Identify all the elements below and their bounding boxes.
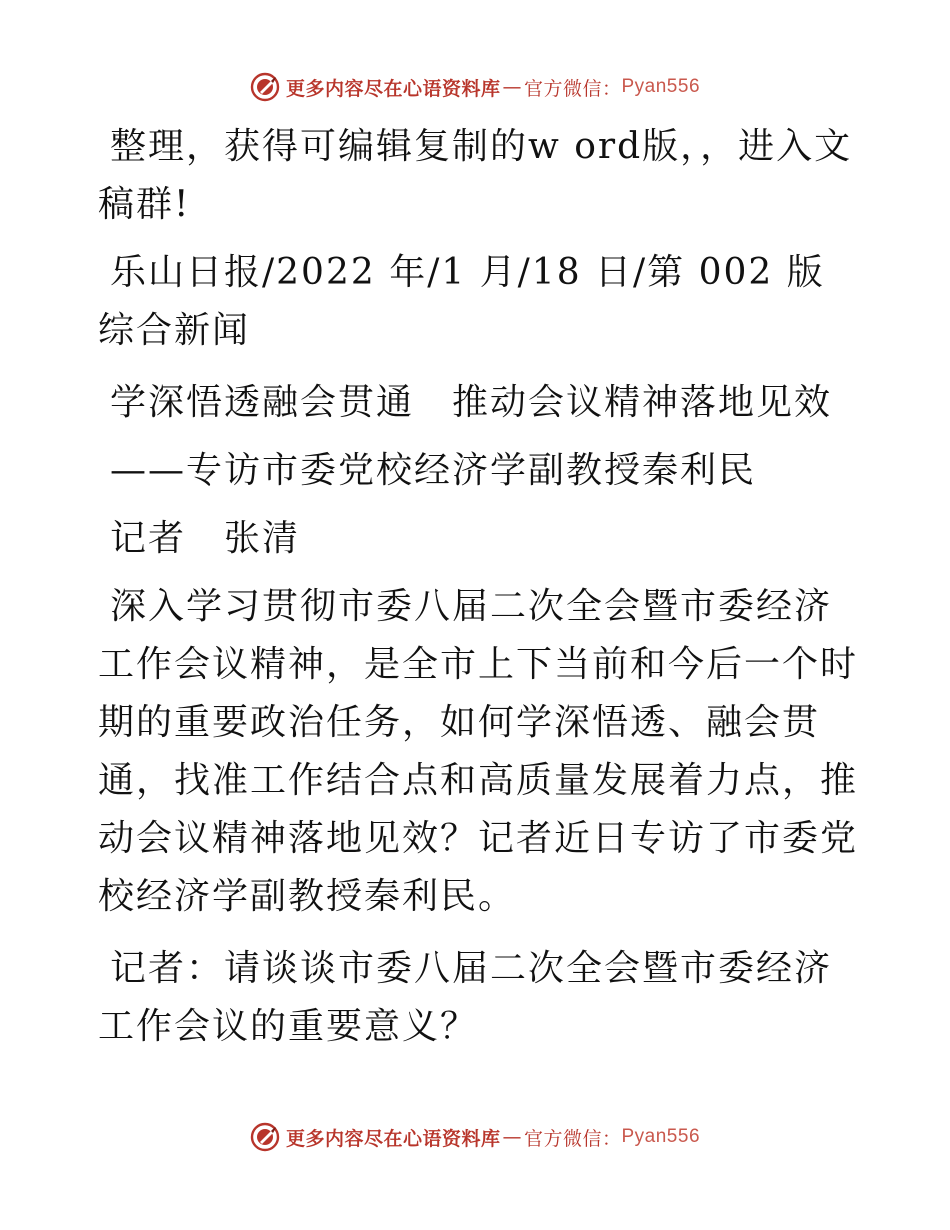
brand-logo-icon <box>250 1122 280 1152</box>
banner-dash: — <box>502 1126 522 1148</box>
header-watermark <box>0 72 950 102</box>
banner-dash: — <box>502 76 522 98</box>
lead-paragraph: 深入学习贯彻市委八届二次全会暨市委经济工作会议精神，是全市上下当前和今后一个时期的重要政治任务，如何学深悟透、融会贯通，找准工作结合点和高质量发展着力点，推动会议精神落地见效？记者近日专访了市委党校经济学副教授秦利民。 <box>98 586 859 917</box>
banner-brand: 更多内容尽在心语资料库 <box>285 1127 501 1150</box>
article-subheadline: ——专访市委党校经济学副教授秦利民 <box>110 450 757 491</box>
byline: 记者 张清 <box>110 518 301 559</box>
banner-subtitle: 官方微信： <box>523 1127 622 1150</box>
source-line: 乐山日报/2022 年/1 月/18 日/第 002 版综合新闻 <box>98 252 825 351</box>
brand-logo-icon <box>250 72 280 102</box>
question-paragraph: 记者：请谈谈市委八届二次全会暨市委经济工作会议的重要意义？ <box>98 948 833 1047</box>
intro-paragraph: 整理，获得可编辑复制的w ord版，，进入文稿群! <box>98 126 853 225</box>
footer-watermark <box>0 1122 950 1152</box>
document-body <box>98 118 858 1056</box>
banner-subtitle: 官方微信： <box>523 77 622 100</box>
banner-wechat-id: Pyan556 <box>621 76 701 97</box>
article-headline: 学深悟透融会贯通 推动会议精神落地见效 <box>110 382 833 423</box>
banner-wechat-id: Pyan556 <box>621 1126 701 1147</box>
banner-brand: 更多内容尽在心语资料库 <box>285 77 501 100</box>
